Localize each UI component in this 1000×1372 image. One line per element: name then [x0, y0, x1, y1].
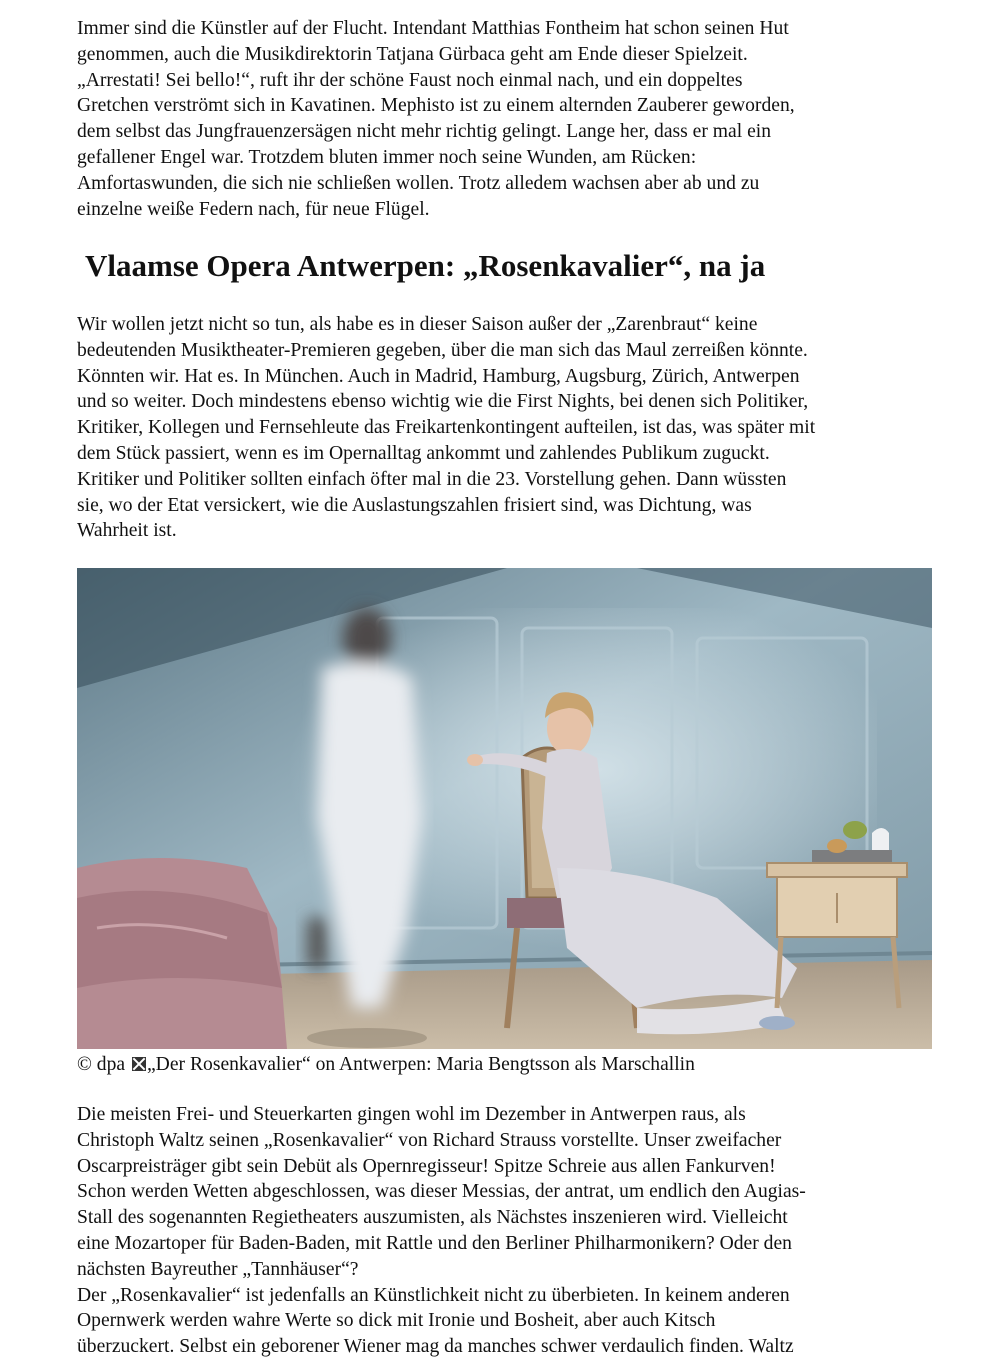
article-paragraph-1: Immer sind die Künstler auf der Flucht. Intendant Matthias Fontheim hat schon seinen Hut genommen, auch die Musikdirektorin Tatjana Gürbaca geht am Ende dieser Spielzeit. „Arrestati! Sei bello!“, ruft ihr der schöne Faust noch einmal nach, und ein doppeltes Gretchen verströmt sich in Kavatinen. Mephisto ist zu einem alternden Zauberer geworden, dem selbst das Jungfrauenzersägen nicht mehr richtig gelingt. Lange her, dass er mal ein gefallener Engel war. Trotzdem bluten immer noch seine Wunden, am Rücken: Amfortaswunden, die sich nie schließen wollen. Trotz alledem wachsen aber ab und zu einzelne weiße Federn nach, für neue Flügel. [77, 18, 795, 220]
bed [77, 858, 287, 1049]
broken-image-icon [132, 1057, 146, 1071]
figure-shadow [307, 1028, 427, 1048]
article-paragraph-3: Die meisten Frei- und Steuerkarten gingen wohl im Dezember in Antwerpen raus, als Christoph Waltz seinen „Rosenkavalier“ von Richard Strauss vorstellte. Unser zweifacher Oscarpreisträger gibt sein Debüt als Opernregisseur! Spitze Schreie aus allen Fankurven! Schon werden Wetten abgeschlossen, was dieser Messias, der antrat, um endlich den Augias- Stall des sogenannten Regietheaters auszumisten, als Nächstes inszenieren wird. Vielleicht eine Mozartoper für Baden-Baden, mit Rattle und den Berliner Philharmonikern? Oder den nächsten Bayreuther „Tannhäuser“? Der „Rosenkavalier“ ist jedenfalls an Künstlichkeit nicht zu überbieten. In keinem anderen Opernwerk werden wahre Werte so dick mit Ironie und Bosheit, aber auch Kitsch überzuckert. Selbst ein geborener Wiener mag da manches schwer verdaulich finden. Waltz [77, 1104, 806, 1358]
stage-scene-illustration [77, 568, 932, 1049]
opera-stage-photo [77, 568, 932, 1049]
caption-credit: © dpa [77, 1054, 130, 1075]
section-heading: Vlaamse Opera Antwerpen: „Rosenkavalier“, na ja [85, 248, 766, 283]
photo-caption [77, 1053, 695, 1077]
caption-text: „Der Rosenkavalier“ on Antwerpen: Maria Bengtsson als Marschallin [146, 1054, 695, 1075]
article-paragraph-2: Wir wollen jetzt nicht so tun, als habe es in dieser Saison außer der „Zarenbraut“ keine bedeutenden Musiktheater-Premieren gegeben, über die man sich das Maul zerreißen könnte. Könnten wir. Hat es. In München. Auch in Madrid, Hamburg, Augsburg, Zürich, Antwerpen und so weiter. Doch mindestens ebenso wichtig wie die First Nights, bei denen sich Politiker, Kritiker, Kollegen und Fernsehleute das Freikartenkontingent aufteilen, ist das, was später mit dem Stück passiert, wenn es im Opernalltag ankommt und zahlendes Publikum zuguckt. Kritiker und Politiker sollten einfach öfter mal in die 23. Vorstellung gehen. Dann wüssten sie, wo der Etat versickert, wie die Auslastungszahlen frisiert sind, was Dichtung, was Wahrheit ist. [77, 314, 816, 542]
